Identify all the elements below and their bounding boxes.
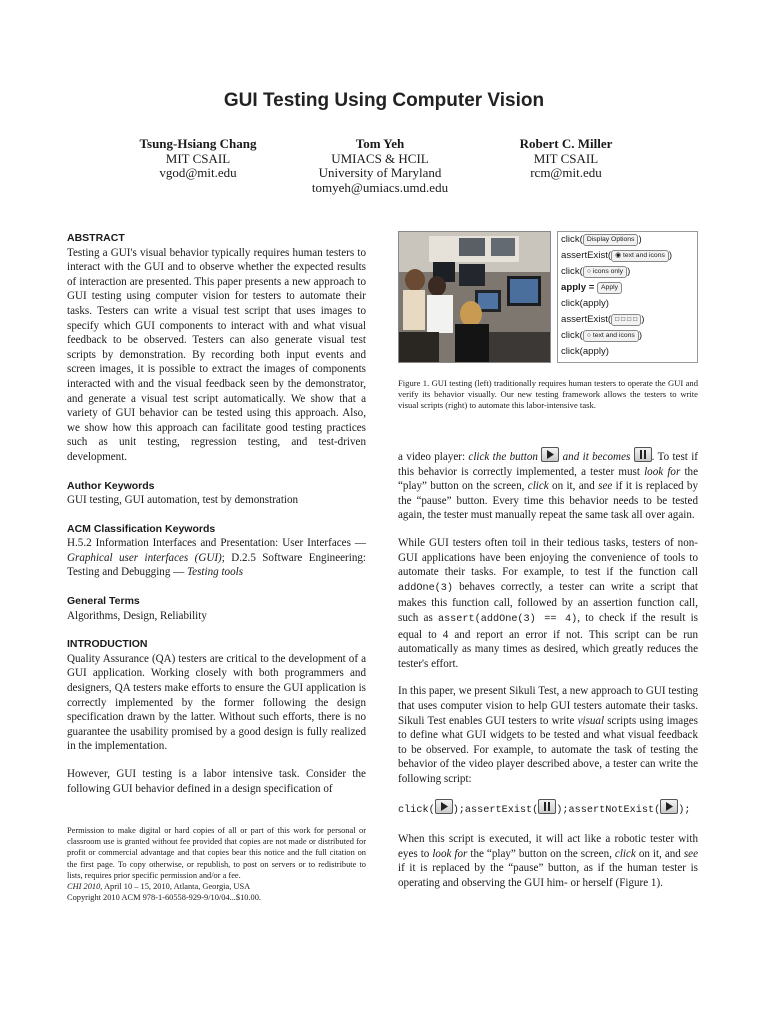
author-block-2 <box>290 137 470 195</box>
copyright-line: Copyright 2010 ACM 978-1-60558-929-9/10/04...$10.00. <box>67 893 262 903</box>
script-line-4: apply = Apply <box>561 282 622 294</box>
apply-button-thumbnail: Apply <box>597 282 622 294</box>
right-paragraph-1: a video player: click the button and it becomes . To test if this behavior is correctly implemented, a tester must look for the “play” button on the screen, click on it, and see if it is replaced by the “pause” button. Every time this behavior needs to be tested again, the tester must manually repeat the same task all over again. <box>398 447 698 523</box>
author-affiliation: MIT CSAIL <box>165 150 231 166</box>
acm-heading: ACM Classification Keywords <box>67 522 216 535</box>
icons-only-thumbnail: ○ icons only <box>583 266 627 278</box>
abstract-text: Testing a GUI's visual behavior typically requires human testers to interact with the GUI and to observe whether the expected results of interaction are presented. This paper presents a new approach to GUI testing using computer vision for testers to automate their tasks. Testers can write a visual test script that uses images to specify which GUI components to interact with and what visual feedback to be observed. Testers can also generate visual test scripts by demonstration. By recording both input events and screen images, it is possible to extract the images of components interacted with and the visual feedback seen by the demonstrator, and generate a visual test script automatically. We show that a variety of GUI behavior can be tested using this approach. Also, we show how this approach can facilitate good testing practices such as unit testing, regression testing, and test-driven development. <box>67 246 366 463</box>
author-affiliation-2: University of Maryland <box>318 165 442 180</box>
copyright-footnote <box>67 825 366 903</box>
figure-photo <box>398 231 551 363</box>
author-block-1 <box>118 137 278 181</box>
author-email: vgod@mit.edu <box>159 165 237 180</box>
author-name: Tsung-Hsiang Chang <box>139 136 257 151</box>
script-line-2: assertExist( ◉ text and icons ) <box>561 250 673 261</box>
paper-title: GUI Testing Using Computer Vision <box>223 90 545 111</box>
figure-caption: Figure 1. GUI testing (left) traditionally requires human testers to operate the GUI and verify its behavior visually. Our new testing framework allows the testers to write visual scripts (right) to automate this labor-intensive task. <box>398 378 698 411</box>
author-email: rcm@mit.edu <box>530 165 602 180</box>
play-button-icon <box>541 447 559 462</box>
author-affiliation: UMIACS & HCIL <box>331 150 429 166</box>
general-terms-text: Algorithms, Design, Reliability <box>67 609 207 622</box>
pause-button-icon <box>634 447 652 462</box>
author-affiliation: MIT CSAIL <box>533 150 599 166</box>
toolbar-icons-thumbnail: □ □ □ □ <box>611 314 641 326</box>
sikuli-script-example: click( );assertExist( );assertNotExist( ); <box>398 799 698 819</box>
author-keywords-text: GUI testing, GUI automation, test by demonstration <box>67 494 299 507</box>
lab-photo-image <box>399 232 550 362</box>
abstract-heading: ABSTRACT <box>67 232 125 244</box>
right-paragraph-4: When this script is executed, it will act like a robotic tester with eyes to look for the “play” button on the screen, click on it, and see if it is replaced by the “pause” button, as if the human tester is operating and observing the GUI him- or herself (Figure 1). <box>398 833 698 889</box>
right-paragraph-2: While GUI testers often toil in their tedious tasks, testers of non-GUI applications have been enjoying the convenience of tools to automate their tasks. For example, to test if the function call addOne(3) behaves correctly, a tester can write a script that makes this function call, followed by an assertion function call, such as assert(addOne(3) == 4), to check if the result is equal to 4 and report an error if not. This script can be run automatically as many times as desired, which greatly reduces the tester's effort. <box>398 536 698 670</box>
left-column <box>67 231 366 796</box>
display-options-thumbnail: Display Options <box>583 234 639 246</box>
general-terms-heading: General Terms <box>67 595 140 608</box>
script-line-5: click(apply) <box>561 298 609 309</box>
play-button-icon <box>435 799 453 814</box>
figure-visual-script <box>557 231 698 363</box>
play-button-icon <box>660 799 678 814</box>
script-line-3: click( ○ icons only ) <box>561 266 631 277</box>
conference-line: CHI 2010, April 10 – 15, 2010, Atlanta, Georgia, USA <box>67 882 251 892</box>
text-and-icons-thumbnail: ◉ text and icons <box>611 250 669 262</box>
author-name: Robert C. Miller <box>519 136 613 151</box>
author-email: tomyeh@umiacs.umd.edu <box>311 179 449 195</box>
intro-heading: INTRODUCTION <box>67 638 148 651</box>
author-name: Tom Yeh <box>355 136 405 151</box>
author-block-3 <box>484 137 648 181</box>
script-line-7: click( ○ text and icons ) <box>561 330 643 341</box>
script-line-1: click( Display Options ) <box>561 234 642 245</box>
text-and-icons-thumbnail: ○ text and icons <box>583 330 639 342</box>
right-paragraph-3: In this paper, we present Sikuli Test, a new approach to GUI testing that uses computer vision to help GUI testers automate their tasks. Sikuli Test enables GUI testers to write visual scripts using images to define what GUI widgets to be tested and what visual feedback to be observed. For example, to automate the task of testing the behavior of the video player described above, a tester can write the following script: <box>398 685 698 785</box>
script-line-8: click(apply) <box>561 346 609 357</box>
right-column <box>398 447 698 890</box>
script-line-6: assertExist( □ □ □ □ ) <box>561 314 645 325</box>
intro-paragraph-2: However, GUI testing is a labor intensive task. Consider the following GUI behavior defined in a design specification of <box>67 768 366 795</box>
permission-text: Permission to make digital or hard copies of all or part of this work for personal or classroom use is granted without fee provided that copies are not made or distributed for profit or commercial advantage and that copies bear this notice and the full citation on the first page. To copy otherwise, or republish, to post on servers or to redistribute to lists, requires prior specific permission and/or a fee. <box>67 826 366 880</box>
pause-button-icon <box>538 799 556 814</box>
acm-text: H.5.2 Information Interfaces and Presentation: User Interfaces — Graphical user interfaces (GUI); D.2.5 Software Engineering: Testing and Debugging — Testing tools <box>67 537 367 579</box>
intro-paragraph-1: Quality Assurance (QA) testers are critical to the development of a GUI application. Working closely with both programmers and designers, QA testers make efforts to ensure the GUI application is correctly implemented by the former following the design specification drawn by the latter. Without such efforts, there is no guarantee the usability promised by a good design is fully realized in the implementation. <box>67 652 366 753</box>
author-keywords-heading: Author Keywords <box>67 479 155 492</box>
